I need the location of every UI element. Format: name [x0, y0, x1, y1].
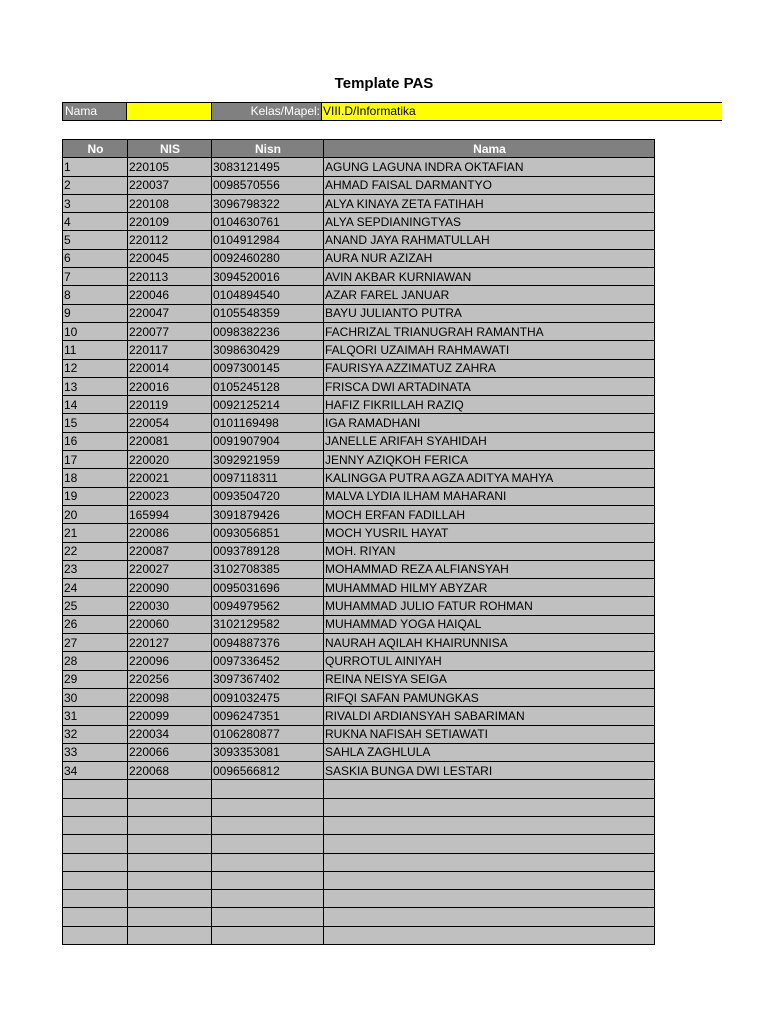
table-row [63, 743, 655, 761]
cell-nisn[interactable]: 0096247351 [212, 707, 324, 725]
table-row [63, 396, 655, 414]
table-row [63, 176, 655, 194]
column-header-nis: NIS [128, 140, 212, 158]
cell-nama[interactable]: RIFQI SAFAN PAMUNGKAS [324, 688, 655, 706]
cell-nama[interactable]: MUHAMMAD YOGA HAIQAL [324, 615, 655, 633]
cell-nama[interactable]: ALYA KINAYA ZETA FATIHAH [324, 194, 655, 212]
cell-no[interactable]: 18 [63, 469, 128, 487]
cell-no[interactable]: 15 [63, 414, 128, 432]
cell-nama[interactable]: BAYU JULIANTO PUTRA [324, 304, 655, 322]
cell-nis[interactable]: 220023 [128, 487, 212, 505]
cell-nama[interactable]: FACHRIZAL TRIANUGRAH RAMANTHA [324, 322, 655, 340]
cell-nama[interactable] [324, 816, 655, 834]
cell-no[interactable]: 19 [63, 487, 128, 505]
cell-nis[interactable]: 220108 [128, 194, 212, 212]
cell-nis[interactable]: 220068 [128, 762, 212, 780]
table-row [63, 505, 655, 523]
cell-no[interactable]: 20 [63, 505, 128, 523]
cell-no[interactable] [63, 871, 128, 889]
cell-nama[interactable]: ALYA SEPDIANINGTYAS [324, 213, 655, 231]
cell-nisn[interactable]: 0104630761 [212, 213, 324, 231]
table-row [63, 670, 655, 688]
cell-nis[interactable]: 220099 [128, 707, 212, 725]
cell-nama[interactable]: NAURAH AQILAH KHAIRUNNISA [324, 634, 655, 652]
table-row [63, 707, 655, 725]
cell-no[interactable]: 25 [63, 597, 128, 615]
cell-nis[interactable]: 220045 [128, 249, 212, 267]
cell-nisn[interactable]: 0097300145 [212, 359, 324, 377]
kelas-mapel-value: VIII.D/Informatika [323, 104, 416, 118]
cell-nisn[interactable]: 0101169498 [212, 414, 324, 432]
cell-nisn[interactable]: 3093353081 [212, 743, 324, 761]
cell-nis[interactable] [128, 835, 212, 853]
table-row [63, 249, 655, 267]
table-row [63, 853, 655, 871]
cell-no[interactable] [63, 816, 128, 834]
table-row [63, 377, 655, 395]
cell-nisn[interactable]: 0105548359 [212, 304, 324, 322]
cell-no[interactable]: 13 [63, 377, 128, 395]
cell-nis[interactable] [128, 853, 212, 871]
cell-no[interactable]: 29 [63, 670, 128, 688]
cell-nis[interactable]: 220105 [128, 158, 212, 176]
cell-nama[interactable]: FAURISYA AZZIMATUZ ZAHRA [324, 359, 655, 377]
table-row [63, 652, 655, 670]
cell-nisn[interactable]: 3102129582 [212, 615, 324, 633]
cell-nama[interactable]: AURA NUR AZIZAH [324, 249, 655, 267]
cell-nis[interactable]: 165994 [128, 505, 212, 523]
cell-nisn[interactable]: 3097367402 [212, 670, 324, 688]
cell-no[interactable]: 14 [63, 396, 128, 414]
kelas-mapel-value-cell[interactable] [322, 102, 722, 121]
cell-nisn[interactable]: 3098630429 [212, 341, 324, 359]
cell-nisn[interactable]: 3092921959 [212, 451, 324, 469]
cell-nama[interactable]: MOHAMMAD REZA ALFIANSYAH [324, 560, 655, 578]
cell-nama[interactable]: FALQORI UZAIMAH RAHMAWATI [324, 341, 655, 359]
cell-no[interactable]: 22 [63, 542, 128, 560]
cell-nis[interactable]: 220109 [128, 213, 212, 231]
cell-no[interactable]: 32 [63, 725, 128, 743]
cell-nisn[interactable]: 0091032475 [212, 688, 324, 706]
cell-nis[interactable]: 220046 [128, 286, 212, 304]
cell-nisn[interactable] [212, 890, 324, 908]
cell-no[interactable]: 2 [63, 176, 128, 194]
cell-no[interactable] [63, 908, 128, 926]
cell-nis[interactable]: 220098 [128, 688, 212, 706]
cell-nis[interactable]: 220087 [128, 542, 212, 560]
cell-nis[interactable]: 220066 [128, 743, 212, 761]
cell-nama[interactable]: AZAR FAREL JANUAR [324, 286, 655, 304]
cell-nama[interactable]: JANELLE ARIFAH SYAHIDAH [324, 432, 655, 450]
cell-nama[interactable] [324, 853, 655, 871]
cell-nisn[interactable]: 0106280877 [212, 725, 324, 743]
cell-nisn[interactable]: 0092460280 [212, 249, 324, 267]
cell-nama[interactable]: MOCH ERFAN FADILLAH [324, 505, 655, 523]
cell-no[interactable]: 1 [63, 158, 128, 176]
table-row [63, 615, 655, 633]
table-row [63, 816, 655, 834]
cell-nama[interactable]: SASKIA BUNGA DWI LESTARI [324, 762, 655, 780]
cell-nis[interactable] [128, 798, 212, 816]
cell-nisn[interactable]: 0098382236 [212, 322, 324, 340]
cell-nisn[interactable]: 0104912984 [212, 231, 324, 249]
table-row [63, 341, 655, 359]
table-row [63, 359, 655, 377]
cell-nama[interactable]: ANAND JAYA RAHMATULLAH [324, 231, 655, 249]
cell-nama[interactable] [324, 798, 655, 816]
table-row [63, 890, 655, 908]
cell-nisn[interactable]: 0093504720 [212, 487, 324, 505]
table-row [63, 542, 655, 560]
table-row [63, 158, 655, 176]
table-row [63, 487, 655, 505]
kelas-mapel-label: Kelas/Mapel: [211, 102, 322, 121]
cell-nisn[interactable] [212, 871, 324, 889]
column-header-nama: Nama [324, 140, 655, 158]
table-row [63, 286, 655, 304]
cell-nis[interactable]: 220047 [128, 304, 212, 322]
cell-nama[interactable] [324, 871, 655, 889]
cell-nama[interactable]: MALVA LYDIA ILHAM MAHARANI [324, 487, 655, 505]
cell-nisn[interactable]: 0105245128 [212, 377, 324, 395]
cell-no[interactable] [63, 835, 128, 853]
cell-no[interactable]: 31 [63, 707, 128, 725]
cell-nisn[interactable]: 0096566812 [212, 762, 324, 780]
cell-no[interactable]: 11 [63, 341, 128, 359]
cell-no[interactable]: 30 [63, 688, 128, 706]
cell-nisn[interactable] [212, 816, 324, 834]
cell-nisn[interactable] [212, 798, 324, 816]
cell-nisn[interactable]: 0093056851 [212, 524, 324, 542]
cell-nisn[interactable] [212, 908, 324, 926]
cell-nisn[interactable]: 3102708385 [212, 560, 324, 578]
table-row [63, 798, 655, 816]
cell-no[interactable] [63, 798, 128, 816]
column-header-no: No [63, 140, 128, 158]
cell-nis[interactable]: 220081 [128, 432, 212, 450]
cell-nis[interactable] [128, 908, 212, 926]
cell-nis[interactable]: 220027 [128, 560, 212, 578]
table-row [63, 414, 655, 432]
table-row [63, 469, 655, 487]
table-row [63, 213, 655, 231]
cell-no[interactable]: 28 [63, 652, 128, 670]
cell-no[interactable]: 3 [63, 194, 128, 212]
cell-nisn[interactable]: 0094979562 [212, 597, 324, 615]
table-row [63, 432, 655, 450]
cell-no[interactable]: 6 [63, 249, 128, 267]
cell-nis[interactable]: 220060 [128, 615, 212, 633]
cell-nama[interactable]: SAHLA ZAGHLULA [324, 743, 655, 761]
table-row [63, 780, 655, 798]
cell-nis[interactable] [128, 926, 212, 944]
cell-no[interactable]: 27 [63, 634, 128, 652]
cell-nisn[interactable]: 3083121495 [212, 158, 324, 176]
cell-no[interactable]: 24 [63, 579, 128, 597]
cell-nama[interactable]: MOH. RIYAN [324, 542, 655, 560]
cell-nis[interactable]: 220127 [128, 634, 212, 652]
table-row [63, 871, 655, 889]
cell-nama[interactable]: AGUNG LAGUNA INDRA OKTAFIAN [324, 158, 655, 176]
cell-nama[interactable]: RUKNA NAFISAH SETIAWATI [324, 725, 655, 743]
cell-nama[interactable]: FRISCA DWI ARTADINATA [324, 377, 655, 395]
cell-nisn[interactable]: 0092125214 [212, 396, 324, 414]
cell-nama[interactable]: HAFIZ FIKRILLAH RAZIQ [324, 396, 655, 414]
cell-no[interactable] [63, 890, 128, 908]
cell-nama[interactable]: MUHAMMAD JULIO FATUR ROHMAN [324, 597, 655, 615]
cell-nis[interactable]: 220014 [128, 359, 212, 377]
cell-no[interactable]: 8 [63, 286, 128, 304]
cell-nis[interactable]: 220016 [128, 377, 212, 395]
cell-nisn[interactable]: 0093789128 [212, 542, 324, 560]
cell-nisn[interactable]: 0097118311 [212, 469, 324, 487]
cell-nama[interactable]: IGA RAMADHANI [324, 414, 655, 432]
cell-no[interactable]: 21 [63, 524, 128, 542]
cell-nisn[interactable]: 0095031696 [212, 579, 324, 597]
column-header-nisn: Nisn [212, 140, 324, 158]
cell-nis[interactable]: 220021 [128, 469, 212, 487]
cell-nis[interactable]: 220117 [128, 341, 212, 359]
cell-nama[interactable]: QURROTUL AINIYAH [324, 652, 655, 670]
nama-label: Nama [62, 102, 127, 121]
cell-no[interactable]: 34 [63, 762, 128, 780]
cell-nama[interactable]: REINA NEISYA SEIGA [324, 670, 655, 688]
table-row [63, 835, 655, 853]
cell-nis[interactable]: 220112 [128, 231, 212, 249]
table-row [63, 268, 655, 286]
cell-no[interactable]: 7 [63, 268, 128, 286]
cell-nis[interactable] [128, 871, 212, 889]
cell-nisn[interactable]: 3091879426 [212, 505, 324, 523]
cell-no[interactable]: 9 [63, 304, 128, 322]
cell-nama[interactable] [324, 890, 655, 908]
cell-nis[interactable]: 220119 [128, 396, 212, 414]
cell-nis[interactable]: 220086 [128, 524, 212, 542]
cell-nisn[interactable] [212, 780, 324, 798]
table-row [63, 524, 655, 542]
table-row [63, 451, 655, 469]
cell-nis[interactable] [128, 816, 212, 834]
cell-no[interactable]: 5 [63, 231, 128, 249]
cell-nama[interactable]: AHMAD FAISAL DARMANTYO [324, 176, 655, 194]
cell-nis[interactable] [128, 780, 212, 798]
cell-nis[interactable]: 220096 [128, 652, 212, 670]
table-row [63, 634, 655, 652]
cell-nis[interactable]: 220037 [128, 176, 212, 194]
cell-nama[interactable]: MOCH YUSRIL HAYAT [324, 524, 655, 542]
cell-nama[interactable] [324, 780, 655, 798]
cell-nisn[interactable]: 0094887376 [212, 634, 324, 652]
cell-nama[interactable] [324, 835, 655, 853]
table-row [63, 908, 655, 926]
table-row [63, 762, 655, 780]
cell-nisn[interactable]: 0104894540 [212, 286, 324, 304]
table-row [63, 194, 655, 212]
cell-nama[interactable] [324, 926, 655, 944]
cell-nisn[interactable]: 3096798322 [212, 194, 324, 212]
cell-nisn[interactable] [212, 926, 324, 944]
cell-nisn[interactable]: 3094520016 [212, 268, 324, 286]
table-row [63, 926, 655, 944]
table-row [63, 597, 655, 615]
cell-no[interactable]: 33 [63, 743, 128, 761]
cell-no[interactable]: 23 [63, 560, 128, 578]
table-row [63, 304, 655, 322]
table-row [63, 725, 655, 743]
table-row [63, 688, 655, 706]
cell-nis[interactable]: 220256 [128, 670, 212, 688]
table-body [63, 158, 655, 945]
cell-nama[interactable]: KALINGGA PUTRA AGZA ADITYA MAHYA [324, 469, 655, 487]
cell-nis[interactable]: 220077 [128, 322, 212, 340]
cell-nisn[interactable] [212, 853, 324, 871]
cell-nisn[interactable]: 0097336452 [212, 652, 324, 670]
table-row [63, 231, 655, 249]
nama-value-cell[interactable] [127, 102, 211, 121]
cell-nis[interactable]: 220020 [128, 451, 212, 469]
cell-nama[interactable]: MUHAMMAD HILMY ABYZAR [324, 579, 655, 597]
cell-nis[interactable] [128, 890, 212, 908]
cell-nis[interactable]: 220054 [128, 414, 212, 432]
cell-nisn[interactable] [212, 835, 324, 853]
cell-nis[interactable]: 220113 [128, 268, 212, 286]
cell-no[interactable]: 17 [63, 451, 128, 469]
table-row [63, 579, 655, 597]
cell-nama[interactable]: RIVALDI ARDIANSYAH SABARIMAN [324, 707, 655, 725]
table-header-row [63, 140, 655, 158]
cell-nama[interactable]: JENNY AZIQKOH FERICA [324, 451, 655, 469]
table-row [63, 322, 655, 340]
cell-nis[interactable]: 220090 [128, 579, 212, 597]
cell-no[interactable] [63, 780, 128, 798]
cell-nama[interactable] [324, 908, 655, 926]
table-row [63, 560, 655, 578]
cell-no[interactable]: 12 [63, 359, 128, 377]
cell-nisn[interactable]: 0091907904 [212, 432, 324, 450]
cell-no[interactable]: 16 [63, 432, 128, 450]
student-table [62, 139, 655, 945]
cell-nama[interactable]: AVIN AKBAR KURNIAWAN [324, 268, 655, 286]
cell-no[interactable]: 26 [63, 615, 128, 633]
cell-nis[interactable]: 220034 [128, 725, 212, 743]
page-title: Template PAS [334, 75, 434, 92]
cell-nisn[interactable]: 0098570556 [212, 176, 324, 194]
cell-no[interactable] [63, 853, 128, 871]
cell-no[interactable]: 10 [63, 322, 128, 340]
cell-nis[interactable]: 220030 [128, 597, 212, 615]
cell-no[interactable] [63, 926, 128, 944]
cell-no[interactable]: 4 [63, 213, 128, 231]
